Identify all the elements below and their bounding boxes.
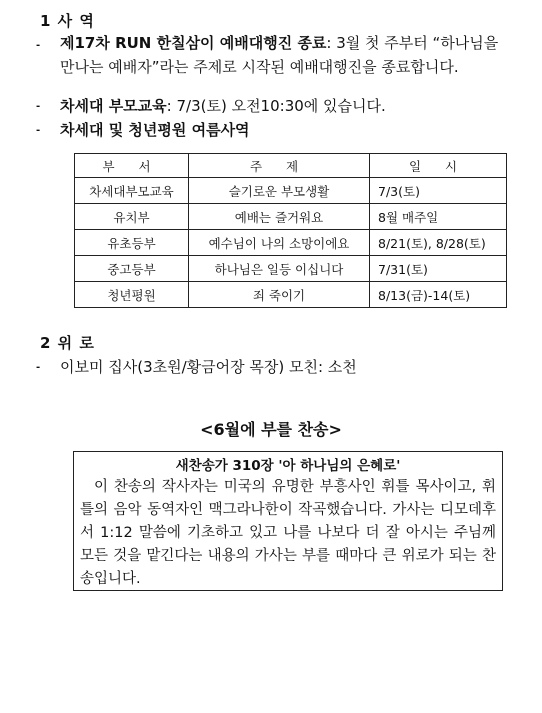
news-item-label: 차세대 및 청년평원 여름사역 xyxy=(60,121,250,139)
cell-date: 8/21(토), 8/28(토) xyxy=(370,230,507,256)
section-2-title: 2 위 로 xyxy=(40,334,95,352)
cell-theme: 하나님은 일등 이십니다 xyxy=(189,256,370,282)
news-item-parent-education xyxy=(60,94,515,118)
bullet-marker: - xyxy=(36,40,41,51)
hymn-heading: <6월에 부를 찬송> xyxy=(200,420,342,439)
cell-department: 유초등부 xyxy=(75,230,189,256)
column-header-date: 일 시 xyxy=(370,154,507,178)
cell-department: 차세대부모교육 xyxy=(75,178,189,204)
cell-theme: 슬기로운 부모생활 xyxy=(189,178,370,204)
cell-department: 청년평원 xyxy=(75,282,189,308)
bullet-marker: - xyxy=(36,101,41,112)
cell-theme: 예수님이 나의 소망이에요 xyxy=(189,230,370,256)
cell-department: 유치부 xyxy=(75,204,189,230)
news-item-label: 제17차 RUN 한칠삼이 예배대행진 종료 xyxy=(60,34,327,52)
cell-theme: 죄 죽이기 xyxy=(189,282,370,308)
news-item-text: : 3월 첫 주부터 “하나님을 만나는 예배자”라는 주제로 시작된 예배대행진을 종료합니다. xyxy=(60,34,499,76)
table-row xyxy=(75,282,507,308)
section-1-title: 1 사 역 xyxy=(40,12,95,30)
news-item-worship-march xyxy=(60,31,515,79)
cell-date: 7/31(토) xyxy=(370,256,507,282)
cell-theme: 예배는 즐거워요 xyxy=(189,204,370,230)
table-row xyxy=(75,256,507,282)
summer-ministry-table xyxy=(74,153,507,308)
hymn-title: 새찬송가 310장 '아 하나님의 은혜로' xyxy=(175,458,401,474)
news-item-text: : 7/3(토) 오전10:30에 있습니다. xyxy=(166,97,386,115)
condolence-item: 이보미 집사(3초원/황금어장 목장) 모친: 소천 xyxy=(60,358,357,376)
table-header-row xyxy=(75,154,507,178)
hymn-description: 이 찬송의 작사자는 미국의 유명한 부흥사인 휘틀 목사이고, 휘틀의 음악 동역자인 맥그라나한이 작곡했습니다. 가사는 디모데후서 1:12 말씀에 기초하고 있고 나를 나보다 더 잘 아시는 주님께 모든 것을 맡긴다는 내용의 가사는 부를 때마다 큰 위로가 되는 찬송입니다. xyxy=(80,479,496,587)
bullet-marker: - xyxy=(36,362,41,373)
column-header-department: 부 서 xyxy=(75,154,189,178)
cell-date: 8/13(금)-14(토) xyxy=(370,282,507,308)
column-header-theme: 주 제 xyxy=(189,154,370,178)
cell-date: 8월 매주일 xyxy=(370,204,507,230)
table-row xyxy=(75,204,507,230)
news-item-summer-ministry xyxy=(60,118,515,142)
bullet-marker: - xyxy=(36,125,41,136)
table-row xyxy=(75,178,507,204)
cell-date: 7/3(토) xyxy=(370,178,507,204)
cell-department: 중고등부 xyxy=(75,256,189,282)
table-row xyxy=(75,230,507,256)
news-item-label: 차세대 부모교육 xyxy=(60,97,167,115)
hymn-box xyxy=(73,451,503,591)
